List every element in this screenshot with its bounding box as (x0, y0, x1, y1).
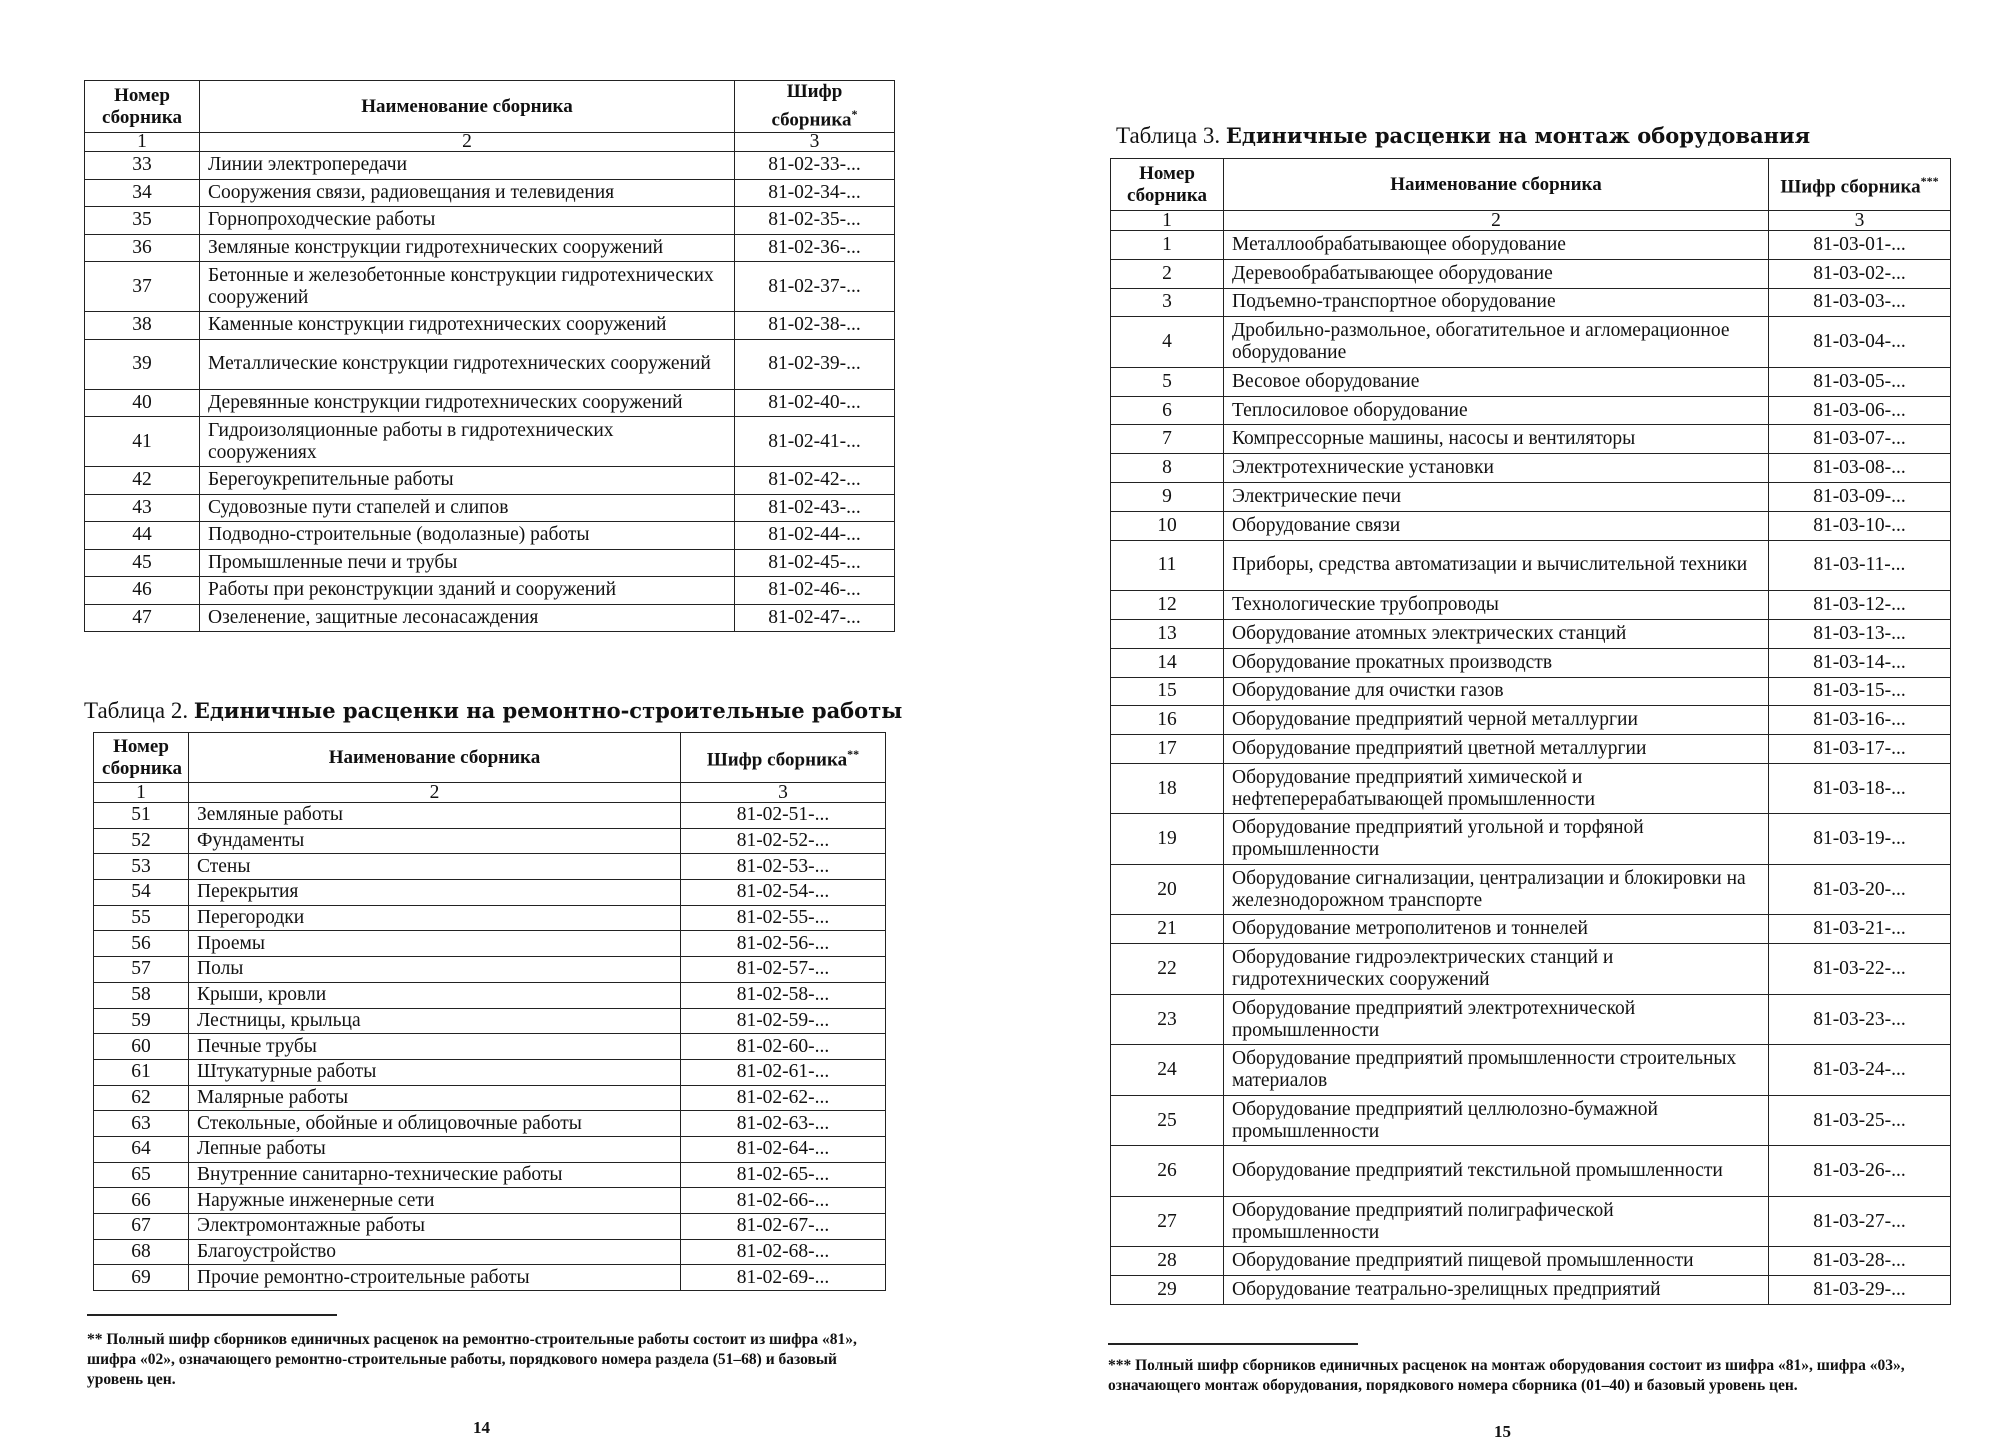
row-name: Оборудование атомных электрических станций (1224, 619, 1769, 648)
row-code: 81-02-58-... (681, 982, 886, 1008)
table-row (1111, 1095, 1951, 1146)
row-number: 68 (94, 1239, 189, 1265)
row-code: 81-02-65-... (681, 1162, 886, 1188)
row-code: 81-03-21-... (1769, 915, 1951, 944)
row-code: 81-02-55-... (681, 905, 886, 931)
row-name: Оборудование предприятий пищевой промышленности (1224, 1247, 1769, 1276)
row-name: Озеленение, защитные лесонасаждения (200, 604, 735, 632)
row-name: Лестницы, крыльца (189, 1008, 681, 1034)
table-3-caption-prefix: Таблица 3. (1116, 123, 1221, 148)
col-number: 3 (735, 133, 895, 152)
table-row (1111, 1045, 1951, 1096)
row-name: Оборудование гидроэлектрических станций и гидротехнических сооружений (1224, 944, 1769, 995)
row-number: 42 (85, 467, 200, 495)
table-row (1111, 864, 1951, 915)
table-row (85, 234, 895, 262)
footnote-table-3: *** Полный шифр сборников единичных расценок на монтаж оборудования состоит из шифра «81», шифра «03», означающего монтаж оборудования, порядкового номера сборника (01–40) и базовый уровень цен. (1108, 1357, 1905, 1394)
row-name: Гидроизоляционные работы в гидротехнических сооружениях (200, 417, 735, 467)
footnote-rule (87, 1314, 337, 1316)
row-name: Электротехнические установки (1224, 454, 1769, 483)
col-number: 3 (1769, 211, 1951, 231)
table-row (1111, 915, 1951, 944)
row-code: 81-03-02-... (1769, 259, 1951, 288)
footnote-rule (1108, 1343, 1358, 1345)
row-code: 81-03-25-... (1769, 1095, 1951, 1146)
row-number: 55 (94, 905, 189, 931)
col-number: 1 (85, 133, 200, 152)
row-number: 51 (94, 803, 189, 829)
row-code: 81-03-29-... (1769, 1276, 1951, 1305)
row-name: Электрические печи (1224, 483, 1769, 512)
row-code: 81-03-05-... (1769, 367, 1951, 396)
row-code: 81-02-53-... (681, 854, 886, 880)
row-name: Стены (189, 854, 681, 880)
table-row (94, 905, 886, 931)
row-code: 81-02-54-... (681, 880, 886, 906)
row-code: 81-03-19-... (1769, 814, 1951, 865)
page-number: 15 (1494, 1422, 1511, 1441)
footnote-table-2: ** Полный шифр сборников единичных расценок на ремонтно-строительные работы состоит из шифра «81», шифра «02», означающего ремонтно-строительные работы, порядкового номера раздела (51–68) и базовый уровень цен. (87, 1331, 857, 1388)
row-name: Горнопроходческие работы (200, 207, 735, 235)
table-1 (84, 80, 895, 632)
table-row (94, 1136, 886, 1162)
table-row (94, 1085, 886, 1111)
page-number: 14 (473, 1418, 490, 1437)
table-3 (1110, 158, 1951, 1305)
row-number: 28 (1111, 1247, 1224, 1276)
row-number: 18 (1111, 763, 1224, 814)
row-number: 60 (94, 1034, 189, 1060)
row-number: 63 (94, 1111, 189, 1137)
row-name: Штукатурные работы (189, 1059, 681, 1085)
table-row (94, 1008, 886, 1034)
row-code: 81-02-60-... (681, 1034, 886, 1060)
row-number: 3 (1111, 288, 1224, 317)
row-number: 27 (1111, 1196, 1224, 1247)
row-code: 81-02-46-... (735, 577, 895, 605)
row-name: Работы при реконструкции зданий и сооружений (200, 577, 735, 605)
row-name: Крыши, кровли (189, 982, 681, 1008)
row-code: 81-03-10-... (1769, 511, 1951, 540)
row-code: 81-03-23-... (1769, 994, 1951, 1045)
row-code: 81-02-43-... (735, 494, 895, 522)
row-name: Стекольные, обойные и облицовочные работы (189, 1111, 681, 1137)
header-code: Шифр сборника** (681, 733, 886, 783)
row-code: 81-02-51-... (681, 803, 886, 829)
table-row (1111, 591, 1951, 620)
row-name: Оборудование предприятий полиграфической промышленности (1224, 1196, 1769, 1247)
row-number: 59 (94, 1008, 189, 1034)
row-code: 81-02-56-... (681, 931, 886, 957)
row-name: Теплосиловое оборудование (1224, 396, 1769, 425)
table-row (94, 880, 886, 906)
row-code: 81-02-62-... (681, 1085, 886, 1111)
row-code: 81-02-52-... (681, 828, 886, 854)
table-row (1111, 1196, 1951, 1247)
table-row (94, 1034, 886, 1060)
row-name: Прочие ремонтно-строительные работы (189, 1265, 681, 1291)
row-code: 81-03-16-... (1769, 706, 1951, 735)
row-name: Оборудование для очистки газов (1224, 677, 1769, 706)
row-name: Каменные конструкции гидротехнических сооружений (200, 312, 735, 340)
table-row (94, 1239, 886, 1265)
table-row (85, 522, 895, 550)
row-number: 16 (1111, 706, 1224, 735)
row-number: 37 (85, 262, 200, 312)
row-name: Внутренние санитарно-технические работы (189, 1162, 681, 1188)
table-2-caption-title: Единичные расценки на ремонтно-строительные работы (193, 698, 903, 723)
table-row (1111, 944, 1951, 995)
row-number: 33 (85, 152, 200, 180)
table-row (85, 152, 895, 180)
row-name: Весовое оборудование (1224, 367, 1769, 396)
row-code: 81-02-57-... (681, 957, 886, 983)
table-row (94, 931, 886, 957)
row-number: 66 (94, 1188, 189, 1214)
row-code: 81-03-06-... (1769, 396, 1951, 425)
table-row (85, 339, 895, 389)
row-name: Малярные работы (189, 1085, 681, 1111)
row-code: 81-03-17-... (1769, 735, 1951, 764)
row-code: 81-03-11-... (1769, 540, 1951, 591)
row-name: Бетонные и железобетонные конструкции гидротехнических сооружений (200, 262, 735, 312)
row-name: Деревянные конструкции гидротехнических сооружений (200, 389, 735, 417)
row-name: Линии электропередачи (200, 152, 735, 180)
row-name: Оборудование театрально-зрелищных предприятий (1224, 1276, 1769, 1305)
row-number: 2 (1111, 259, 1224, 288)
row-name: Перегородки (189, 905, 681, 931)
table-row (85, 604, 895, 632)
table-row (1111, 425, 1951, 454)
header-code: Шифр сборника*** (1769, 159, 1951, 211)
row-number: 40 (85, 389, 200, 417)
row-code: 81-02-66-... (681, 1188, 886, 1214)
row-number: 39 (85, 339, 200, 389)
table-row (85, 179, 895, 207)
row-code: 81-02-45-... (735, 549, 895, 577)
row-code: 81-02-36-... (735, 234, 895, 262)
row-name: Проемы (189, 931, 681, 957)
row-name: Электромонтажные работы (189, 1214, 681, 1240)
row-number: 7 (1111, 425, 1224, 454)
row-name: Оборудование предприятий электротехнической промышленности (1224, 994, 1769, 1045)
row-code: 81-02-64-... (681, 1136, 886, 1162)
table-row (1111, 1247, 1951, 1276)
row-name: Деревообрабатывающее оборудование (1224, 259, 1769, 288)
row-code: 81-03-07-... (1769, 425, 1951, 454)
table-row (1111, 763, 1951, 814)
row-code: 81-02-35-... (735, 207, 895, 235)
row-number: 61 (94, 1059, 189, 1085)
col-number: 1 (1111, 211, 1224, 231)
row-number: 29 (1111, 1276, 1224, 1305)
row-name: Фундаменты (189, 828, 681, 854)
row-code: 81-02-37-... (735, 262, 895, 312)
table-row (94, 957, 886, 983)
row-number: 41 (85, 417, 200, 467)
header-name: Наименование сборника (189, 733, 681, 783)
row-name: Промышленные печи и трубы (200, 549, 735, 577)
row-number: 69 (94, 1265, 189, 1291)
table-3-caption-title: Единичные расценки на монтаж оборудования (1225, 123, 1811, 148)
table-row (1111, 648, 1951, 677)
table-row (1111, 994, 1951, 1045)
row-name: Оборудование связи (1224, 511, 1769, 540)
row-number: 23 (1111, 994, 1224, 1045)
row-name: Перекрытия (189, 880, 681, 906)
row-number: 56 (94, 931, 189, 957)
row-name: Берегоукрепительные работы (200, 467, 735, 495)
table-row (1111, 540, 1951, 591)
col-number: 3 (681, 783, 886, 803)
row-name: Оборудование прокатных производств (1224, 648, 1769, 677)
row-name: Судовозные пути стапелей и слипов (200, 494, 735, 522)
row-code: 81-02-44-... (735, 522, 895, 550)
row-name: Наружные инженерные сети (189, 1188, 681, 1214)
row-code: 81-02-63-... (681, 1111, 886, 1137)
row-name: Сооружения связи, радиовещания и телевидения (200, 179, 735, 207)
row-code: 81-02-42-... (735, 467, 895, 495)
row-number: 47 (85, 604, 200, 632)
row-name: Оборудование предприятий черной металлургии (1224, 706, 1769, 735)
row-name: Земляные работы (189, 803, 681, 829)
row-number: 11 (1111, 540, 1224, 591)
row-name: Благоустройство (189, 1239, 681, 1265)
row-number: 54 (94, 880, 189, 906)
table-row (1111, 735, 1951, 764)
row-code: 81-03-15-... (1769, 677, 1951, 706)
row-number: 14 (1111, 648, 1224, 677)
row-name: Оборудование предприятий химической и нефтеперерабатывающей промышленности (1224, 763, 1769, 814)
table-row (1111, 317, 1951, 368)
row-number: 1 (1111, 231, 1224, 260)
row-number: 44 (85, 522, 200, 550)
table-row (85, 494, 895, 522)
row-code: 81-02-61-... (681, 1059, 886, 1085)
header-name: Наименование сборника (1224, 159, 1769, 211)
row-name: Металлообрабатывающее оборудование (1224, 231, 1769, 260)
row-code: 81-03-04-... (1769, 317, 1951, 368)
row-number: 21 (1111, 915, 1224, 944)
row-code: 81-03-28-... (1769, 1247, 1951, 1276)
table-2 (93, 732, 886, 1291)
header-num: Номер сборника (94, 733, 189, 783)
row-name: Оборудование предприятий цветной металлургии (1224, 735, 1769, 764)
row-name: Печные трубы (189, 1034, 681, 1060)
row-code: 81-02-67-... (681, 1214, 886, 1240)
row-number: 57 (94, 957, 189, 983)
table-2-caption (84, 697, 902, 725)
table-row (1111, 367, 1951, 396)
header-code: Шифр сборника* (735, 81, 895, 133)
table-row (85, 549, 895, 577)
row-name: Подъемно-транспортное оборудование (1224, 288, 1769, 317)
table-row (94, 1111, 886, 1137)
table-row (85, 262, 895, 312)
row-number: 34 (85, 179, 200, 207)
col-number: 2 (1224, 211, 1769, 231)
table-row (85, 312, 895, 340)
row-number: 19 (1111, 814, 1224, 865)
row-number: 12 (1111, 591, 1224, 620)
col-number: 1 (94, 783, 189, 803)
row-code: 81-03-27-... (1769, 1196, 1951, 1247)
row-name: Оборудование предприятий текстильной промышленности (1224, 1146, 1769, 1197)
table-row (94, 1188, 886, 1214)
row-name: Компрессорные машины, насосы и вентиляторы (1224, 425, 1769, 454)
row-name: Подводно-строительные (водолазные) работы (200, 522, 735, 550)
row-code: 81-03-01-... (1769, 231, 1951, 260)
row-number: 24 (1111, 1045, 1224, 1096)
row-number: 43 (85, 494, 200, 522)
table-row (85, 467, 895, 495)
row-code: 81-02-33-... (735, 152, 895, 180)
table-row (85, 207, 895, 235)
row-code: 81-03-18-... (1769, 763, 1951, 814)
row-number: 58 (94, 982, 189, 1008)
row-code: 81-02-40-... (735, 389, 895, 417)
row-code: 81-02-34-... (735, 179, 895, 207)
row-code: 81-03-13-... (1769, 619, 1951, 648)
row-number: 9 (1111, 483, 1224, 512)
row-code: 81-03-14-... (1769, 648, 1951, 677)
row-code: 81-03-09-... (1769, 483, 1951, 512)
row-number: 62 (94, 1085, 189, 1111)
row-number: 53 (94, 854, 189, 880)
table-row (94, 803, 886, 829)
row-number: 65 (94, 1162, 189, 1188)
row-code: 81-02-39-... (735, 339, 895, 389)
row-code: 81-03-20-... (1769, 864, 1951, 915)
row-number: 17 (1111, 735, 1224, 764)
row-number: 6 (1111, 396, 1224, 425)
table-row (94, 828, 886, 854)
row-number: 67 (94, 1214, 189, 1240)
row-number: 35 (85, 207, 200, 235)
right-page (1000, 0, 2000, 1452)
table-row (1111, 619, 1951, 648)
col-number: 2 (189, 783, 681, 803)
row-number: 25 (1111, 1095, 1224, 1146)
row-name: Металлические конструкции гидротехнических сооружений (200, 339, 735, 389)
row-number: 20 (1111, 864, 1224, 915)
row-number: 4 (1111, 317, 1224, 368)
table-row (1111, 511, 1951, 540)
row-name: Технологические трубопроводы (1224, 591, 1769, 620)
row-name: Оборудование предприятий промышленности строительных материалов (1224, 1045, 1769, 1096)
table-row (94, 1059, 886, 1085)
row-name: Оборудование предприятий угольной и торфяной промышленности (1224, 814, 1769, 865)
table-row (1111, 259, 1951, 288)
table-row (1111, 814, 1951, 865)
table-2-caption-prefix: Таблица 2. (84, 698, 189, 723)
row-code: 81-03-22-... (1769, 944, 1951, 995)
row-name: Оборудование предприятий целлюлозно-бумажной промышленности (1224, 1095, 1769, 1146)
col-number: 2 (200, 133, 735, 152)
row-name: Лепные работы (189, 1136, 681, 1162)
row-name: Земляные конструкции гидротехнических сооружений (200, 234, 735, 262)
table-row (1111, 454, 1951, 483)
row-code: 81-02-68-... (681, 1239, 886, 1265)
table-row (1111, 677, 1951, 706)
row-number: 22 (1111, 944, 1224, 995)
row-code: 81-03-12-... (1769, 591, 1951, 620)
table-3-caption (1116, 122, 1810, 150)
row-number: 38 (85, 312, 200, 340)
row-code: 81-03-03-... (1769, 288, 1951, 317)
row-code: 81-03-24-... (1769, 1045, 1951, 1096)
row-number: 64 (94, 1136, 189, 1162)
row-code: 81-02-41-... (735, 417, 895, 467)
row-code: 81-02-59-... (681, 1008, 886, 1034)
row-number: 13 (1111, 619, 1224, 648)
table-row (1111, 1276, 1951, 1305)
row-code: 81-03-08-... (1769, 454, 1951, 483)
row-code: 81-02-47-... (735, 604, 895, 632)
table-row (1111, 706, 1951, 735)
row-code: 81-02-69-... (681, 1265, 886, 1291)
table-row (94, 854, 886, 880)
table-row (94, 1162, 886, 1188)
row-number: 8 (1111, 454, 1224, 483)
table-row (85, 577, 895, 605)
header-num: Номер сборника (85, 81, 200, 133)
row-name: Приборы, средства автоматизации и вычислительной техники (1224, 540, 1769, 591)
row-name: Дробильно-размольное, обогатительное и агломерационное оборудование (1224, 317, 1769, 368)
table-row (85, 389, 895, 417)
table-row (1111, 483, 1951, 512)
row-number: 10 (1111, 511, 1224, 540)
row-name: Оборудование метрополитенов и тоннелей (1224, 915, 1769, 944)
row-number: 5 (1111, 367, 1224, 396)
row-name: Полы (189, 957, 681, 983)
row-number: 45 (85, 549, 200, 577)
table-row (1111, 1146, 1951, 1197)
row-number: 15 (1111, 677, 1224, 706)
header-num: Номер сборника (1111, 159, 1224, 211)
table-row (94, 982, 886, 1008)
row-code: 81-03-26-... (1769, 1146, 1951, 1197)
row-number: 36 (85, 234, 200, 262)
header-name: Наименование сборника (200, 81, 735, 133)
row-name: Оборудование сигнализации, централизации и блокировки на железнодорожном транспорте (1224, 864, 1769, 915)
table-row (1111, 288, 1951, 317)
row-code: 81-02-38-... (735, 312, 895, 340)
table-row (85, 417, 895, 467)
table-row (1111, 231, 1951, 260)
table-row (94, 1214, 886, 1240)
table-row (1111, 396, 1951, 425)
row-number: 26 (1111, 1146, 1224, 1197)
row-number: 52 (94, 828, 189, 854)
table-row (94, 1265, 886, 1291)
row-number: 46 (85, 577, 200, 605)
